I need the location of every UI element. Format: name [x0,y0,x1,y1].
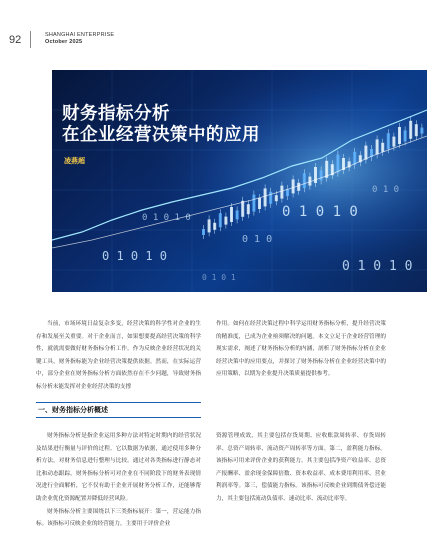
candle-body [387,133,390,149]
candle-body [415,124,418,136]
article-title-line-1: 财务指标分析 [62,104,170,124]
section-rule-bottom [36,417,201,418]
candle-body [336,155,339,173]
issue-date: October 2025 [45,39,83,45]
hero-image [52,70,427,292]
candle-body [264,188,267,206]
candle-body [280,186,283,199]
candle-body [275,195,278,201]
section-column-left [36,430,201,531]
svg-text:0 1 0: 0 1 0 [372,185,400,195]
candle-body [404,130,407,141]
candle-body [303,173,306,188]
section-heading-text: 一、财务指标分析概述 [38,406,108,414]
header-divider [30,31,31,48]
section-rule-top [36,402,201,403]
section-paragraph: 财务指标分析是指企业运用多种方法对特定时期内的经营状况及结果进行衡量与评价的过程。它以数据为依据，通过使用多种分析方法，对财务信息进行整理与比较。通过对各类指标进行静态对比和动态跟踪，财务指标分析可对企业在不同阶段下的财务表现情况进行全面解析，它不仅有助于企业开展财务分析工作，还能够帮助企业优化资源配置并降低经营风险。 [36,433,201,502]
intro-paragraph-continued: 作用。如何在经营决策过程中科学运用财务指标分析，提升经营决策的精准度，已成为企业亟须解决的问题。本文立足于企业经营管理的现实需求，阐述了财务指标分析的内涵，剖析了财务指标分析在企业经营决策中的应用要点，并探讨了财务指标分析在企业经营决策中的应用策略，以期为企业提升决策质量提供参考。 [216,321,386,378]
section-paragraph-continued: 资源管理成效，其主要包括存货周期、应收账款周转率、存货周转率、总资产周转率、流动资产周转率等方面。第二，盈利能力指标。该指标可用来评价企业的获利能力。其主要包括净资产收益率、总资产报酬率、盈余现金保障倍数、资本收益率、成本费用利用率、营业利润率等。第三，偿债能力指标。该指标可反映企业到期债务偿还能力，其主要包括流动负债率、速动比率、流动比率等。 [216,433,386,502]
candle-body [420,128,423,134]
section-paragraph: 财务指标分析主要围绕以下三类指标展开：第一，营运能力指标。该指标可反映企业的经营能力。主要用于评价企业 [36,508,201,528]
candle-body [224,217,227,225]
candle-body [236,210,239,219]
candle-body [269,192,272,204]
page-number: 92 [9,34,22,46]
author-name: 凌燕超 [64,157,85,165]
candle-body [409,121,412,139]
running-header [45,32,114,46]
candle-body [202,229,205,235]
candle-body [398,127,401,144]
article-title-line-2: 在企业经营决策中的应用 [62,125,260,145]
candle-body [258,198,261,209]
candle-body [353,152,356,165]
candle-body [219,213,222,227]
section-heading [36,402,201,418]
candle-body [376,139,379,154]
candle-body [247,204,250,214]
candle-body [213,223,216,230]
candle-body [381,143,384,152]
candle-body [208,219,211,232]
intro-column-left [36,318,201,394]
candle-body [292,179,295,193]
candle-body [252,195,255,212]
svg-text:0 1 0 1 0: 0 1 0 1 0 [282,204,358,220]
article-title [62,104,260,146]
candle-body [314,167,317,183]
svg-text:0 1 0 1 0: 0 1 0 1 0 [342,259,413,274]
svg-text:0 1 0 1 0: 0 1 0 1 0 [142,213,191,223]
candle-body [364,146,367,160]
svg-text:0 1 0 1: 0 1 0 1 [202,273,236,282]
svg-text:0 1 0 1 0: 0 1 0 1 0 [102,249,168,263]
intro-column-right [216,318,386,381]
svg-text:0 1 0: 0 1 0 [242,234,273,245]
intro-paragraph: 当前，市场环境日益复杂多变，经营决策的科学性对企业的生存和发展至关重要。对于企业而言，如果想要提高经营决策的科学性，就就需要做好财务指标分析工作。作为反映企业经营状况的关键工具，财务指标能为企业经营决策提供依据。然而，在实际运营中，部分企业在财务指标分析方面依然存在不少问题，导致财务指标分析未能发挥对企业经营决策的支撑 [36,321,201,390]
candle-body [230,207,233,222]
magazine-name: SHANGHAI ENTERPRISE [45,32,115,38]
candle-body [320,170,323,180]
candle-body [241,201,244,217]
section-column-right [216,430,386,506]
candle-body [392,137,395,147]
candle-body [297,183,300,191]
